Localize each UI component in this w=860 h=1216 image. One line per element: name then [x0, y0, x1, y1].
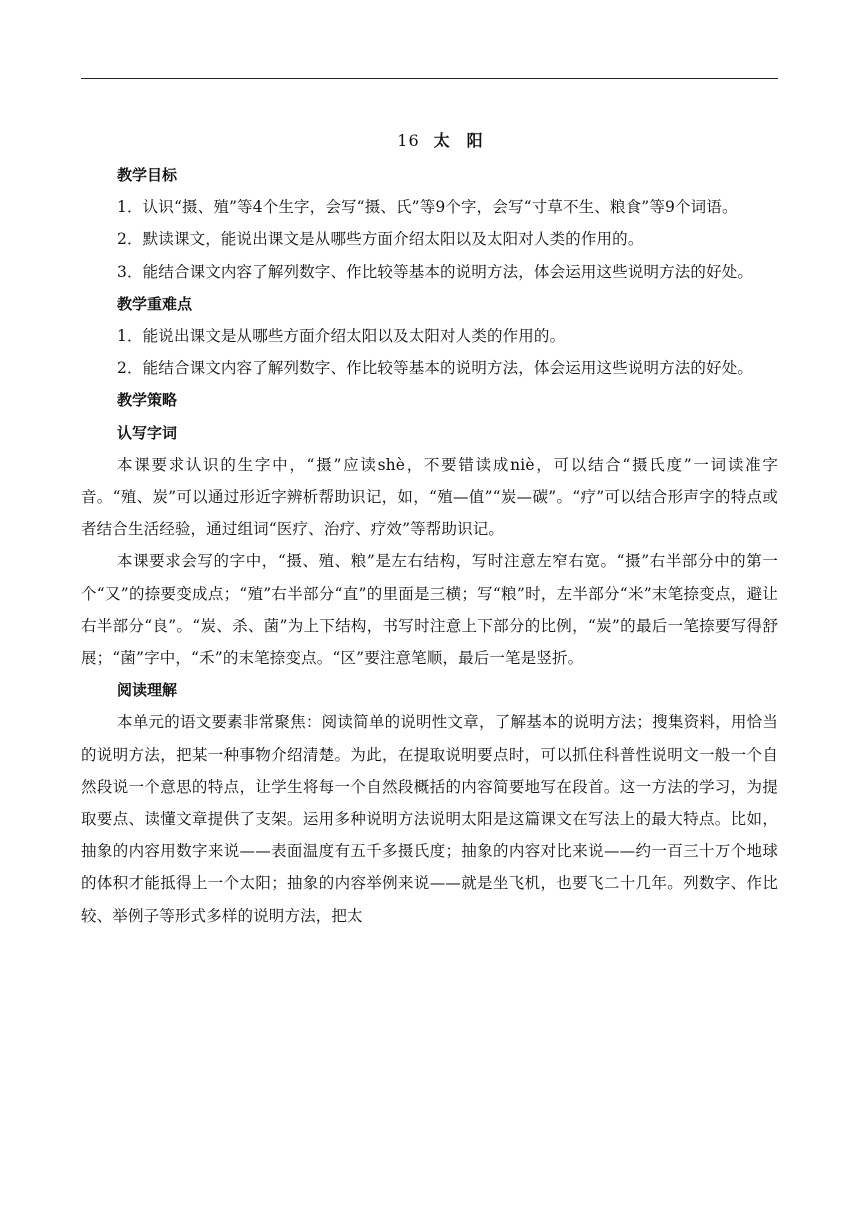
heading-teaching-strategy: 教学策略 [117, 391, 178, 410]
document-body [81, 127, 778, 932]
key-point-2: 2．能结合课文内容了解列数字、作比较等基本的说明方法，体会运用这些说明方法的好处。 [117, 359, 754, 378]
header-rule [81, 78, 778, 79]
lesson-number: 16 [397, 131, 420, 150]
goal-2: 2．默读课文，能说出课文是从哪些方面介绍太阳以及太阳对人类的作用的。 [117, 230, 644, 249]
words-paragraph-2: 本课要求会写的字中，“摄、殖、粮”是左右结构，写时注意左窄右宽。“摄”右半部分中的第一个“又”的捺要变成点；“殖”右半部分“直”的里面是三横；写“粮”时，左半部分“米”末笔捺变点，避让右半部分“良”。“炭、杀、菌”为上下结构，书写时注意上下部分的比例，“炭”的最后一笔捺要写得舒展；“菌”字中，“禾”的末笔捺变点。“区”要注意笔顺，最后一笔是竖折。 [81, 552, 778, 668]
lesson-title-word-2: 阳 [466, 131, 484, 150]
heading-key-difficulties: 教学重难点 [117, 294, 193, 313]
key-point-1: 1．能说出课文是从哪些方面介绍太阳以及太阳对人类的作用的。 [117, 327, 566, 346]
lesson-title [81, 127, 778, 159]
heading-reading: 阅读理解 [117, 681, 178, 700]
lesson-title-word-1: 太 [433, 131, 451, 150]
heading-teaching-goals: 教学目标 [117, 166, 178, 184]
goal-3: 3．能结合课文内容了解列数字、作比较等基本的说明方法，体会运用这些说明方法的好处。 [117, 262, 754, 281]
goal-1: 1．认识“摄、殖”等4个生字，会写“摄、氏”等9个字，会写“寸草不生、粮食”等9个词语。 [117, 198, 738, 217]
reading-paragraph-1: 本单元的语文要素非常聚焦：阅读简单的说明性文章，了解基本的说明方法；搜集资料，用恰当的说明方法，把某一种事物介绍清楚。为此，在提取说明要点时，可以抓住科普性说明文一般一个自然段说一个意思的特点，让学生将每一个自然段概括的内容简要地写在段首。这一方法的学习，为提取要点、读懂文章提供了支架。运用多种说明方法说明太阳是这篇课文在写法上的最大特点。比如，抽象的内容用数字来说——表面温度有五千多摄氏度；抽象的内容对比来说——约一百三十万个地球的体积才能抵得上一个太阳；抽象的内容举例来说——就是坐飞机，也要飞二十几年。列数字、作比较、举例子等形式多样的说明方法，把太 [81, 713, 778, 925]
words-paragraph-1: 本课要求认识的生字中，“摄”应读shè，不要错读成niè，可以结合“摄氏度”一词读准字音。“殖、炭”可以通过形近字辨析帮助识记，如，“殖—值”“炭—碳”。“疗”可以结合形声字的特点或者结合生活经验，通过组词“医疗、治疗、疗效”等帮助识记。 [81, 455, 778, 539]
heading-words: 认写字词 [117, 423, 178, 442]
